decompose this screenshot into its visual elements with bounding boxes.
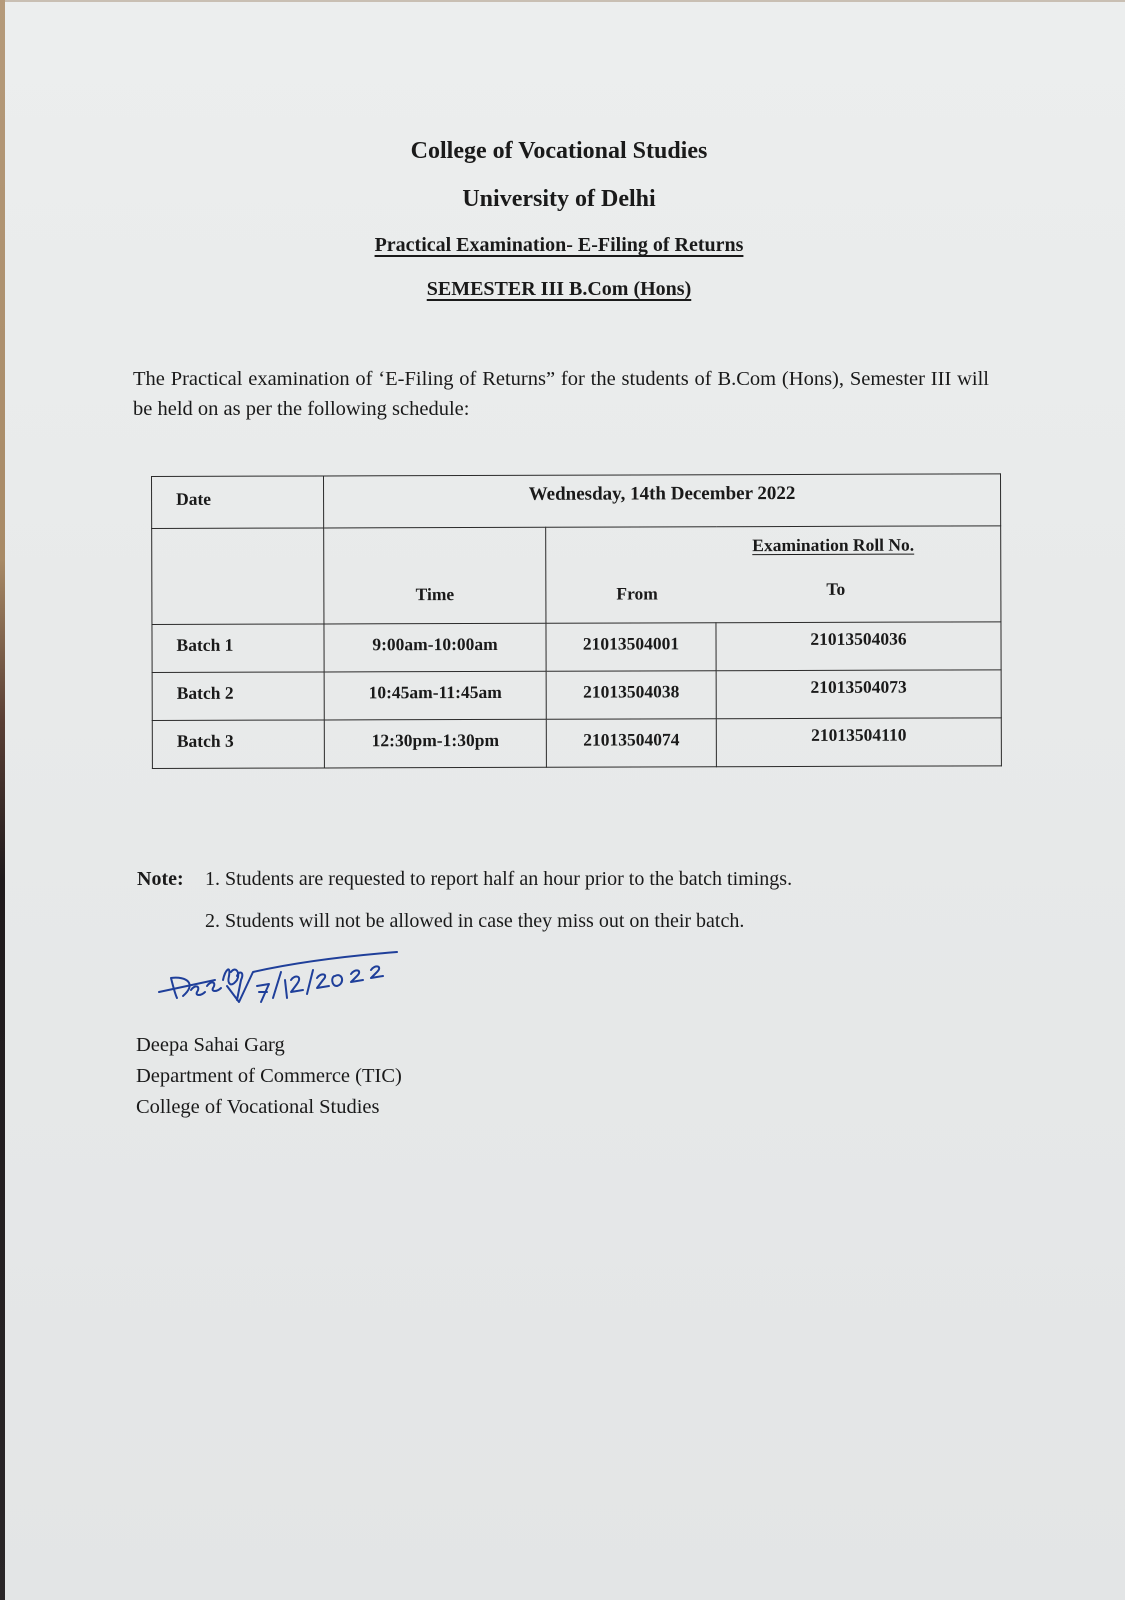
roll-number-header: Examination Roll No. xyxy=(752,534,915,556)
to-header: To xyxy=(826,578,846,599)
date-label: Date xyxy=(152,476,324,529)
roll-from: 21013504074 xyxy=(546,719,716,768)
handwritten-signature xyxy=(157,950,437,1014)
batch-time: 10:45am-11:45am xyxy=(324,671,546,720)
date-row xyxy=(152,474,1001,529)
time-header: Time xyxy=(324,527,546,624)
column-header-row xyxy=(152,526,1001,625)
exam-title: Practical Examination- E-Filing of Returns xyxy=(374,234,744,256)
roll-number-header-cell xyxy=(546,526,1001,623)
signer-college: College of Vocational Studies xyxy=(136,1096,380,1118)
roll-to: 21013504036 xyxy=(716,622,1001,671)
date-value: Wednesday, 14th December 2022 xyxy=(324,474,1001,528)
college-title: College of Vocational Studies xyxy=(410,138,708,164)
signer-block xyxy=(136,1030,402,1123)
batch-time: 12:30pm-1:30pm xyxy=(324,719,546,768)
table-row xyxy=(152,670,1001,721)
batch-name: Batch 2 xyxy=(152,672,324,721)
signer-name: Deepa Sahai Garg xyxy=(136,1034,285,1056)
note-item: 1. Students are requested to report half an hour prior to the batch timings. xyxy=(205,868,793,890)
signer-department: Department of Commerce (TIC) xyxy=(136,1065,402,1087)
batch-name: Batch 3 xyxy=(152,720,324,769)
note-label: Note: xyxy=(137,868,184,890)
note-line-1 xyxy=(137,858,792,900)
table-row xyxy=(152,622,1001,673)
document-page xyxy=(5,2,1125,1600)
roll-to: 21013504073 xyxy=(716,670,1001,719)
roll-from: 21013504001 xyxy=(546,623,716,672)
from-header: From xyxy=(616,583,658,604)
note-item: 2. Students will not be allowed in case they miss out on their batch. xyxy=(205,910,745,932)
roll-from: 21013504038 xyxy=(546,671,716,720)
table-row xyxy=(152,718,1001,769)
note-section xyxy=(137,858,792,942)
schedule-table xyxy=(151,473,1002,769)
semester-title: SEMESTER III B.Com (Hons) xyxy=(426,278,692,300)
empty-header-cell xyxy=(152,528,324,625)
batch-time: 9:00am-10:00am xyxy=(324,623,546,672)
intro-paragraph: The Practical examination of ‘E-Filing of Returns” for the students of B.Com (Hons), Semester III will be held on as per the following schedule: xyxy=(133,368,989,420)
roll-to: 21013504110 xyxy=(716,718,1001,767)
batch-name: Batch 1 xyxy=(152,624,324,673)
university-title: University of Delhi xyxy=(462,186,656,212)
